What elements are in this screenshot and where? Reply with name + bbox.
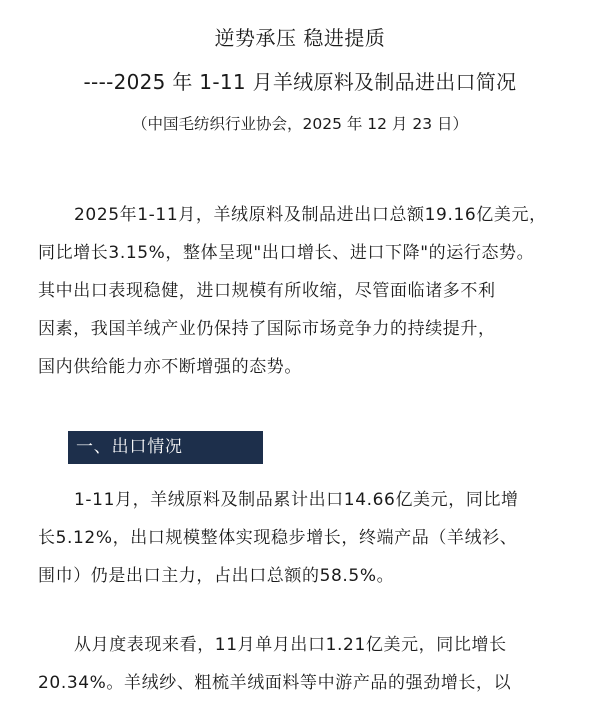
section-heading-export: 一、出口情况 (68, 431, 263, 464)
export-paragraph-1 (38, 485, 568, 591)
intro-line: 其中出口表现稳健，进口规模有所收缩，尽管面临诸多不利 (38, 281, 496, 301)
document-title: 逆势承压 稳进提质 (214, 26, 386, 50)
paragraph-line: 1-11月，羊绒原料及制品累计出口14.66亿美元，同比增 (74, 490, 519, 510)
paragraph-line: 围巾）仍是出口主力，占出口总额的58.5%。 (38, 566, 395, 586)
document-subtitle: ----2025 年 1-11 月羊绒原料及制品进出口简况 (83, 70, 517, 94)
paragraph-line: 长5.12%，出口规模整体实现稳步增长，终端产品（羊绒衫、 (38, 528, 518, 548)
paragraph-line: 从月度表现来看，11月单月出口1.21亿美元，同比增长 (74, 635, 507, 655)
document-source: （中国毛纺织行业协会，2025 年 12 月 23 日） (131, 115, 469, 133)
intro-line: 国内供给能力亦不断增强的态势。 (38, 357, 302, 377)
intro-line: 同比增长3.15%，整体呈现"出口增长、进口下降"的运行态势。 (38, 243, 535, 263)
intro-line: 因素，我国羊绒产业仍保持了国际市场竞争力的持续提升， (38, 319, 496, 339)
intro-line: 2025年1-11月，羊绒原料及制品进出口总额19.16亿美元， (74, 205, 547, 225)
export-paragraph-2 (38, 630, 568, 698)
intro-paragraph (38, 200, 568, 382)
paragraph-line: 20.34%。羊绒纱、粗梳羊绒面料等中游产品的强劲增长，以 (38, 673, 512, 693)
